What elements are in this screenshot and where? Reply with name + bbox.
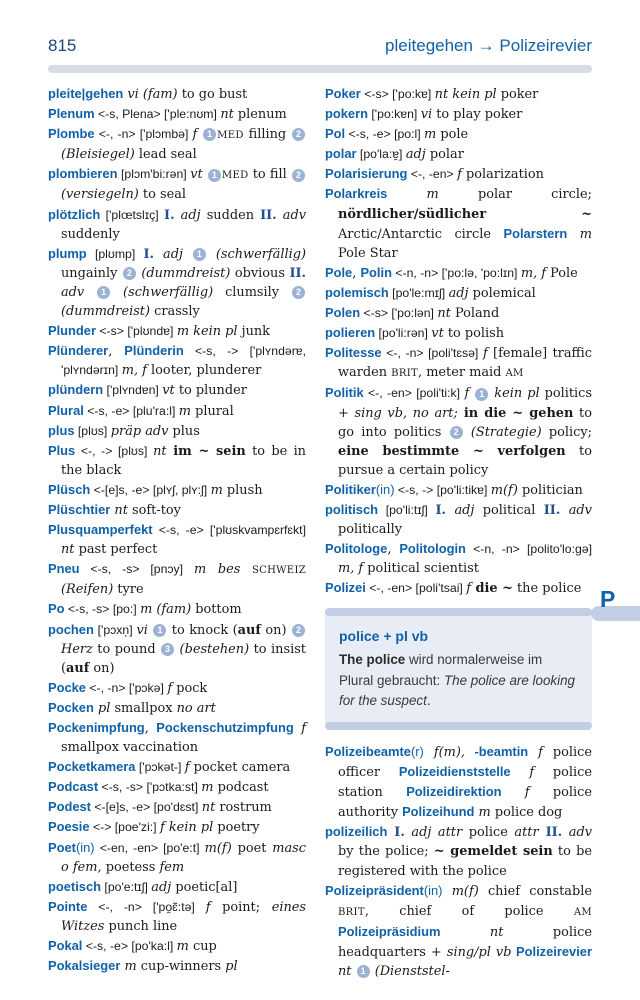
dictionary-entry: polar [po'la:ɐ̯] adj polar bbox=[325, 146, 464, 163]
sense-number-badge: 2 bbox=[123, 267, 136, 280]
dictionary-entry: Plüschtier nt soft-toy bbox=[48, 501, 181, 518]
letter-tab-bar bbox=[591, 606, 640, 621]
dictionary-entry: Po <-s, -s> [po:] m (fam) bottom bbox=[48, 601, 242, 618]
dictionary-columns bbox=[48, 84, 592, 981]
dictionary-entry: plus [plʊs] präp adv plus bbox=[48, 422, 200, 439]
dictionary-entry: Polen <-s> ['po:lən] nt Poland bbox=[325, 305, 500, 322]
dictionary-entry: Poker <-s> ['po:kɐ] nt kein pl poker bbox=[325, 86, 539, 102]
dictionary-entry: Plombe <-, -n> ['plɔmbə] f 1 MED filling 2 (Bleisiegel) lead seal bbox=[48, 124, 306, 164]
dictionary-entry: Pokal <-s, -e> [po'ka:l] m cup bbox=[48, 938, 217, 955]
letter-tab-letter: P bbox=[600, 586, 616, 612]
dictionary-entry: Politik <-, -en> [poli'ti:k] f 1 kein pl politics + sing vb, no art; in die ~ gehen to go into politics 2 (Strategie) policy; eine bestimmte ~ verfolgen to pursue a certain policy bbox=[325, 385, 593, 478]
right-column-bottom bbox=[325, 742, 592, 981]
dictionary-entry: Pokalsieger m cup-winners pl bbox=[48, 958, 238, 975]
dictionary-entry: plump [plʊmp] I. adj 1 (schwerfällig) ungainly 2 (dummdreist) obvious II. adv 1 (schwerfällig) clumsily 2 (dummdreist) crassly bbox=[48, 245, 306, 320]
dictionary-entry: Politiker(in) <-s, -> [po'li:tikɐ] m(f) politician bbox=[325, 481, 583, 498]
dictionary-entry: polizeilich I. adj attr police attr II. adv by the police; ~ gemeldet sein to be registered with the police bbox=[325, 824, 592, 879]
sense-number-badge: 1 bbox=[153, 624, 166, 637]
letter-tab bbox=[591, 586, 640, 628]
dictionary-entry: Polizeipräsident(in) m(f) chief constable BRIT, chief of police AM Polizeipräsidium nt police headquarters + sing/pl vb Polizeirevier nt 1 (Dienststel- bbox=[325, 882, 592, 979]
dictionary-entry: Pointe <-, -n> ['po̯ɛ̃:tə] f point; eines Witzes punch line bbox=[48, 898, 306, 934]
dictionary-entry: Polarisierung <-, -en> f polarization bbox=[325, 166, 544, 183]
dictionary-entry: pokern ['po:kɐn] vi to play poker bbox=[325, 106, 523, 123]
dictionary-entry: Poet(in) <-en, -en> [po'e:t] m(f) poet masc o fem, poetess fem bbox=[48, 839, 306, 875]
dictionary-entry: Podest <-[e]s, -e> [po'dɛst] nt rostrum bbox=[48, 799, 272, 816]
sense-number-badge: 1 bbox=[208, 169, 221, 182]
sense-number-badge: 2 bbox=[292, 128, 305, 141]
dictionary-entry: Polizeibeamte(r) f(m), -beamtin f police officer Polizeidienststelle f police station Polizeidirektion f police authority Polizeihund m police dog bbox=[325, 743, 592, 821]
dictionary-entry: politisch [po'li:tɪʃ] I. adj political II. adv politically bbox=[325, 501, 592, 538]
page-number: 815 bbox=[48, 36, 77, 55]
dictionary-entry: Pneu <-s, -s> [pnɔy] m bes SCHWEIZ (Reifen) tyre bbox=[48, 561, 306, 598]
dictionary-entry: Pocke <-, -n> ['pɔkə] f pock bbox=[48, 679, 208, 696]
right-column-top bbox=[325, 84, 592, 598]
usage-note-box bbox=[325, 608, 592, 730]
sense-number-badge: 1 bbox=[193, 248, 206, 261]
dictionary-entry: plombieren [plɔm'bi:rən] vt 1 MED to fill 2 (versiegeln) to seal bbox=[48, 164, 306, 204]
dictionary-entry: Politesse <-, -n> [poli'tɛsə] f [female] traffic warden BRIT, meter maid AM bbox=[325, 345, 593, 381]
right-column bbox=[325, 84, 592, 981]
sense-number-badge: 1 bbox=[475, 388, 488, 401]
dictionary-entry: plötzlich ['plœtslɪç] I. adj sudden II. adv suddenly bbox=[48, 206, 306, 242]
dictionary-entry: pleite|gehen vi (fam) to go bust bbox=[48, 86, 248, 102]
dictionary-entry: Plüsch <-[e]s, -e> [plʏʃ, plʏ:ʃ] m plush bbox=[48, 481, 263, 498]
dictionary-entry: Plunder <-s> ['plʊndɐ] m kein pl junk bbox=[48, 323, 270, 340]
dictionary-entry: plündern ['plʏndɐn] vt to plunder bbox=[48, 382, 247, 399]
sense-number-badge: 3 bbox=[161, 643, 174, 656]
sense-number-badge: 2 bbox=[292, 286, 305, 299]
sense-number-badge: 1 bbox=[97, 286, 110, 299]
dictionary-entry: pochen ['pɔxn̩] vi 1 to knock (auf on) 2 Herz to pound 3 (bestehen) to insist (auf on) bbox=[48, 621, 306, 676]
usage-box-bottom-bar bbox=[325, 722, 592, 730]
dictionary-entry: Pol <-s, -e> [po:l] m pole bbox=[325, 126, 469, 143]
dictionary-entry: Poesie <-> [poe'zi:] f kein pl poetry bbox=[48, 819, 260, 836]
dictionary-entry: Pockenimpfung, Pockenschutzimpfung f smallpox vaccination bbox=[48, 720, 306, 756]
guide-words: pleitegehen → Polizeirevier bbox=[385, 36, 592, 55]
left-column bbox=[48, 84, 306, 981]
sense-number-badge: 1 bbox=[203, 128, 216, 141]
dictionary-entry: Pocketkamera ['pɔkət-] f pocket camera bbox=[48, 759, 291, 776]
dictionary-entry: Plural <-s, -e> [plu'ra:l] m plural bbox=[48, 402, 234, 419]
dictionary-entry: Podcast <-s, -s> ['pɔtka:st] m podcast bbox=[48, 779, 269, 796]
usage-box-title: police + pl vb bbox=[339, 628, 429, 645]
dictionary-entry: Plenum <-s, Plena> ['ple:nʊm] nt plenum bbox=[48, 106, 287, 123]
sense-number-badge: 2 bbox=[292, 624, 305, 637]
sense-number-badge: 2 bbox=[450, 426, 463, 439]
sense-number-badge: 1 bbox=[357, 965, 370, 978]
header-rule bbox=[48, 65, 592, 73]
page-header bbox=[48, 36, 592, 56]
dictionary-entry: Politologe, Politologin <-n, -n> [polito'lo:gə] m, f political scientist bbox=[325, 541, 592, 577]
usage-box-body: The police wird normalerweise im Plural gebraucht: The police are looking for the suspect. bbox=[339, 652, 575, 709]
dictionary-entry: poetisch [po'e:tɪʃ] adj poetic[al] bbox=[48, 878, 238, 895]
dictionary-entry: Polizei <-, -en> [poli'tsai] f die ~ the police bbox=[325, 580, 582, 597]
dictionary-entry: Pole, Polin <-n, -n> ['po:lə, 'po:lɪn] m, f Pole bbox=[325, 264, 578, 281]
dictionary-entry: Plus <-, -> [plʊs] nt im ~ sein to be in the black bbox=[48, 442, 306, 478]
sense-number-badge: 2 bbox=[292, 169, 305, 182]
dictionary-entry: Pocken pl smallpox no art bbox=[48, 699, 216, 716]
dictionary-entry: Plusquamperfekt <-s, -e> ['plʊskvampɛrfɛkt] nt past perfect bbox=[48, 522, 306, 558]
dictionary-entry: polieren [po'li:rən] vt to polish bbox=[325, 325, 505, 342]
dictionary-entry: Plünderer, Plünderin <-s, -> ['plʏndərɐ, 'plʏndərɪn] m, f looter, plunderer bbox=[48, 343, 306, 379]
dictionary-entry: polemisch [po'le:mɪʃ] adj polemical bbox=[325, 284, 536, 301]
usage-box-top-bar bbox=[325, 608, 592, 616]
dictionary-entry: Polarkreis m polar circle; nördlicher/südlicher ~ Arctic/Antarctic circle Polarstern m Pole Star bbox=[325, 186, 593, 261]
